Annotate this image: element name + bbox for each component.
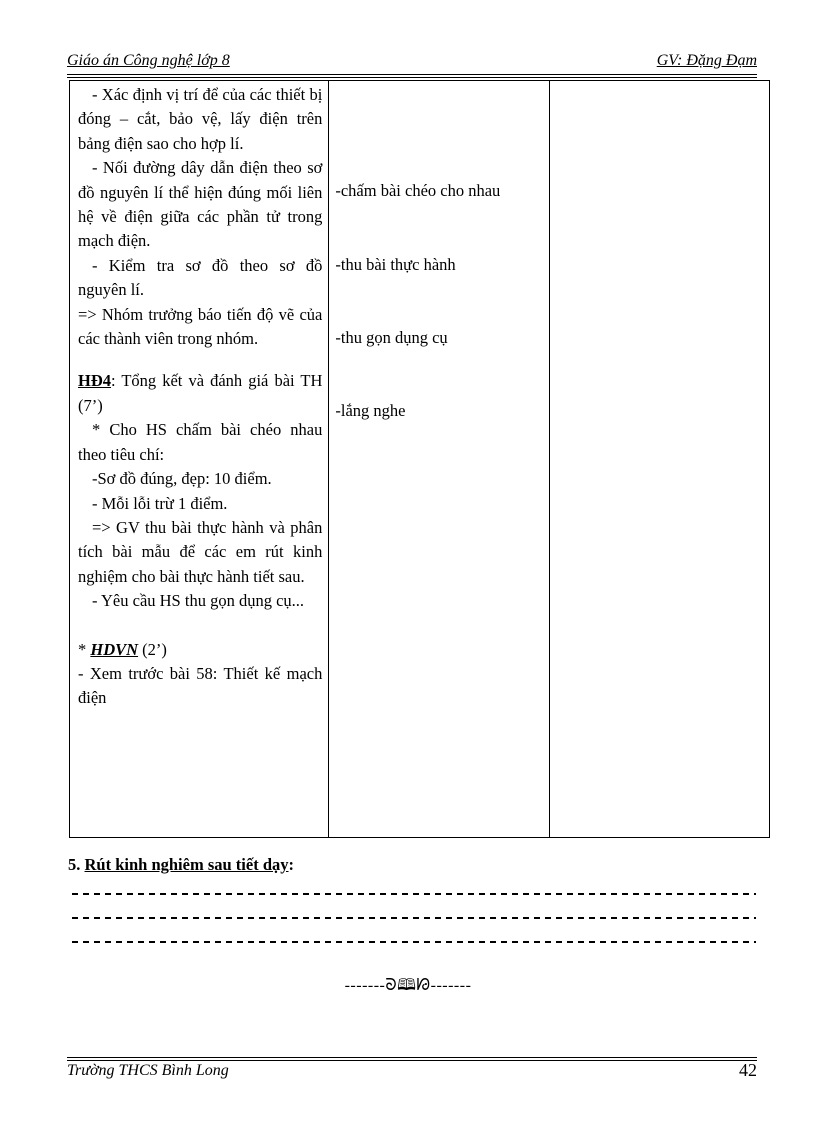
step-clean-up: - Yêu cầu HS thu gọn dụng cụ... (92, 591, 305, 611)
header-teacher: GV: Đặng Đạm (656, 52, 757, 69)
step-cross-grading: * Cho HS chấm bài chéo nhau theo tiêu chí: (78, 420, 323, 464)
content-cell (549, 81, 769, 838)
section-5-number: 5. (68, 855, 85, 874)
criteria-penalty: - Mỗi lỗi trừ 1 điểm. (92, 493, 228, 513)
criteria-correct-diagram: -Sơ đồ đúng, đẹp: 10 điểm. (92, 469, 272, 489)
footer-rule (67, 1057, 757, 1058)
footer-school: Trường THCS Bình Long (67, 1062, 229, 1079)
table-row (70, 81, 770, 838)
page-header (67, 52, 757, 72)
section-5-colon: : (288, 855, 295, 874)
step-collect-and-analyze: => GV thu bài thực hành và phân tích bài mẫu để các em rút kinh nghiệm cho bài thực hành tiết sau. (78, 517, 323, 586)
hdvn-heading (78, 638, 322, 662)
section-5-title: Rút kinh nghiêm sau tiết dạy (84, 855, 289, 874)
dotted-line-3 (72, 941, 756, 943)
page-number: 42 (739, 1060, 757, 1080)
header-rule (67, 74, 757, 75)
lesson-table (69, 80, 770, 838)
dotted-line-1 (72, 893, 756, 895)
header-rule-2 (67, 77, 757, 78)
hd4-text: : Tổng kết và đánh giá bài TH (7’) (78, 371, 323, 415)
student-action-cross-grade: -chấm bài chéo cho nhau (335, 181, 501, 200)
hd4-label: HĐ4 (78, 371, 111, 391)
dotted-line-2 (72, 917, 756, 919)
step-group-leader-report: => Nhóm trưởng báo tiến độ vẽ của các thành viên trong nhóm. (78, 304, 323, 349)
end-ornament: -------ᘐ🕮ᘙ------- (344, 977, 472, 994)
hdvn-label: HDVN (90, 639, 139, 659)
step-position-devices: - Xác định vị trí để của các thiết bị đóng – cắt, bảo vệ, lấy điện trên bảng điện sao cho hợp lí. (78, 85, 323, 153)
student-action-submit: -thu bài thực hành (335, 255, 456, 274)
student-action-listen: -lắng nghe (335, 401, 406, 420)
hdvn-time: (2’) (138, 639, 167, 659)
step-check-diagram: - Kiểm tra sơ đồ theo sơ đồ nguyên lí. (78, 255, 323, 300)
hd4-heading (78, 369, 322, 418)
section-5-heading (68, 855, 294, 875)
teacher-activity-cell (70, 81, 329, 838)
student-action-clean-up: -thu gọn dụng cụ (335, 328, 448, 347)
student-activity-cell (329, 81, 549, 838)
step-connect-wires: - Nối đường dây dẫn điện theo sơ đồ nguyên lí thể hiện đúng mối liên hệ về điện giữa các phần tử trong mạch điện. (78, 158, 323, 251)
homework-preview: - Xem trước bài 58: Thiết kế mạch điện (78, 663, 323, 708)
footer-rule-2 (67, 1060, 757, 1061)
hdvn-star: * (78, 639, 91, 659)
header-subject: Giáo án Công nghệ lớp 8 (67, 52, 230, 69)
